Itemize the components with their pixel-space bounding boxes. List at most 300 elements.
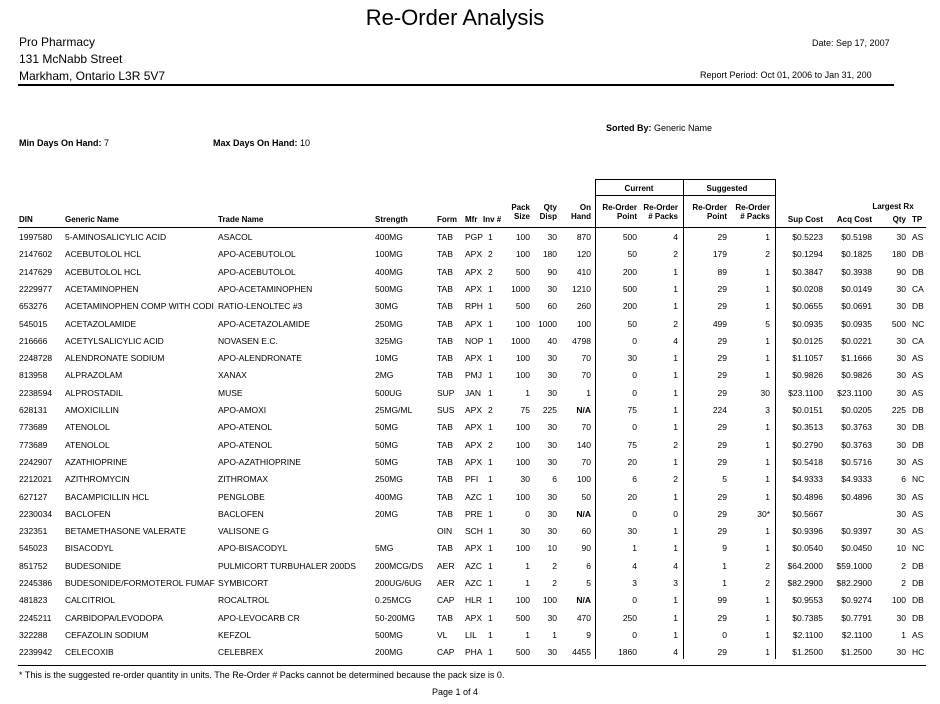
cell-acq-cost: $0.0450: [841, 543, 872, 554]
cell-inv: 1: [488, 612, 493, 623]
cell-qty-disp: 1: [552, 629, 557, 640]
cell-on-hand: N/A: [576, 595, 591, 606]
cell-current-packs: 1: [673, 422, 678, 433]
cell-tp: AS: [912, 491, 924, 502]
cell-generic-name: CELECOXIB: [65, 647, 114, 658]
cell-inv: 2: [488, 249, 493, 260]
cell-acq-cost: $0.1825: [841, 249, 872, 260]
cell-qty-disp: 1000: [538, 318, 557, 329]
cell-form: CAP: [437, 647, 455, 658]
cell-din: 2248728: [19, 353, 53, 364]
cell-qty-disp: 6: [552, 474, 557, 485]
cell-suggested-packs: 1: [765, 543, 770, 554]
cell-on-hand: 70: [581, 353, 591, 364]
cell-generic-name: ACETAZOLAMIDE: [65, 318, 137, 329]
col-mfr: Mfr: [465, 215, 478, 224]
cell-generic-name: ACETAMINOPHEN: [65, 283, 139, 294]
cell-sup-cost: $0.9826: [792, 370, 823, 381]
cell-on-hand: 70: [581, 422, 591, 433]
cell-pack-size: 100: [515, 439, 530, 450]
cell-suggested-packs: 30*: [757, 508, 770, 519]
cell-qty-disp: 90: [547, 266, 557, 277]
col-generic-name: Generic Name: [65, 215, 119, 224]
cell-largest-qty: 30: [896, 283, 906, 294]
cell-on-hand: 120: [576, 249, 591, 260]
period-label: Report Period:: [700, 70, 759, 80]
cell-largest-qty: 10: [896, 543, 906, 554]
cell-mfr: PFI: [465, 474, 479, 485]
cell-suggested-point: 0: [722, 629, 727, 640]
cell-tp: DB: [912, 422, 924, 433]
cell-largest-qty: 30: [896, 508, 906, 519]
col-acq-cost: Acq Cost: [836, 215, 872, 224]
cell-pack-size: 1: [525, 560, 530, 571]
cell-mfr: JAN: [465, 387, 482, 398]
cell-generic-name: ACETYLSALICYLIC ACID: [65, 335, 164, 346]
cell-suggested-packs: 1: [765, 526, 770, 537]
cell-on-hand: 5: [586, 578, 591, 588]
cell-strength: 500UG: [375, 387, 402, 398]
cell-tp: NC: [912, 318, 925, 329]
cell-current-point: 250: [622, 612, 637, 623]
cell-tp: AS: [912, 456, 924, 467]
cell-largest-qty: 30: [896, 526, 906, 537]
table-row: [0, 474, 940, 491]
table-row: [0, 232, 940, 249]
cell-suggested-point: 1: [722, 560, 727, 571]
cell-largest-qty: 225: [891, 405, 906, 415]
cell-current-packs: 1: [673, 283, 678, 294]
col-current-point: [596, 203, 637, 221]
col-current-packs: [638, 203, 678, 221]
cell-acq-cost: $0.0221: [841, 335, 872, 346]
pharmacy-name: Pro Pharmacy: [19, 35, 96, 49]
cell-current-packs: 1: [673, 595, 678, 606]
cell-qty-disp: 30: [547, 647, 557, 658]
cell-suggested-packs: 1: [765, 266, 770, 277]
cell-largest-qty: 30: [896, 232, 906, 242]
group-top-line: [595, 179, 775, 180]
cell-suggested-point: 99: [717, 595, 727, 606]
col-inv: Inv #: [483, 215, 502, 224]
cell-form: AER: [437, 560, 455, 571]
date-label: Date:: [812, 38, 834, 48]
cell-din: 232351: [19, 526, 48, 537]
cell-din: 2239942: [19, 647, 53, 658]
cell-pack-size: 100: [515, 318, 530, 329]
cell-sup-cost: $0.4896: [792, 491, 823, 502]
col-suggested-point-line1: Re-Order: [692, 203, 727, 212]
cell-din: 2229977: [19, 283, 53, 294]
table-row: [0, 249, 940, 266]
cell-pack-size: 30: [520, 474, 530, 485]
cell-qty-disp: 30: [547, 439, 557, 450]
cell-trade-name: APO-AZATHIOPRINE: [218, 456, 301, 467]
cell-acq-cost: $0.0149: [841, 283, 872, 294]
cell-tp: AS: [912, 508, 924, 519]
cell-qty-disp: 30: [547, 508, 557, 519]
cell-generic-name: ATENOLOL: [65, 422, 110, 433]
table-row: [0, 267, 940, 284]
cell-trade-name: NOVASEN E.C.: [218, 335, 278, 346]
cell-pack-size: 500: [515, 266, 530, 277]
cell-inv: 1: [488, 370, 493, 381]
cell-suggested-packs: 2: [765, 560, 770, 571]
cell-on-hand: 90: [581, 543, 591, 554]
cell-tp: NC: [912, 543, 925, 554]
cell-form: TAB: [437, 422, 453, 433]
cell-qty-disp: 40: [547, 335, 557, 346]
cell-current-point: 1860: [618, 647, 637, 658]
col-pack-size: [500, 203, 530, 221]
cell-current-packs: 4: [673, 232, 678, 242]
cell-tp: DB: [912, 439, 924, 450]
cell-acq-cost: $0.0205: [841, 405, 872, 415]
cell-pack-size: 0: [525, 508, 530, 519]
cell-generic-name: BUDESONIDE/FORMOTEROL FUMAF: [65, 578, 215, 588]
col-suggested-point-line2: Point: [707, 212, 727, 221]
cell-strength: 400MG: [375, 232, 403, 242]
cell-qty-disp: 225: [542, 405, 557, 415]
cell-qty-disp: 30: [547, 422, 557, 433]
cell-tp: CA: [912, 335, 924, 346]
cell-form: TAB: [437, 232, 453, 242]
cell-on-hand: 50: [581, 491, 591, 502]
cell-largest-qty: 30: [896, 335, 906, 346]
cell-trade-name: SYMBICORT: [218, 578, 269, 588]
cell-generic-name: 5-AMINOSALICYLIC ACID: [65, 232, 167, 242]
cell-din: 322288: [19, 629, 48, 640]
cell-suggested-point: 29: [717, 301, 727, 312]
cell-tp: NC: [912, 474, 925, 485]
cell-form: TAB: [437, 266, 453, 277]
cell-pack-size: 30: [520, 526, 530, 537]
table-row: [0, 405, 940, 422]
cell-din: 813958: [19, 370, 48, 381]
cell-largest-qty: 2: [901, 560, 906, 571]
cell-form: TAB: [437, 370, 453, 381]
col-sup-cost: Sup Cost: [787, 215, 823, 224]
cell-current-point: 500: [622, 283, 637, 294]
col-suggested-point: [684, 203, 727, 221]
cell-inv: 1: [488, 578, 493, 588]
cell-sup-cost: $0.9553: [792, 595, 823, 606]
cell-strength: 200MG: [375, 647, 403, 658]
cell-suggested-point: 29: [717, 439, 727, 450]
cell-acq-cost: $0.9274: [841, 595, 872, 606]
cell-suggested-packs: 1: [765, 439, 770, 450]
cell-largest-qty: 30: [896, 353, 906, 364]
cell-mfr: APX: [465, 612, 483, 623]
cell-form: TAB: [437, 439, 453, 450]
cell-current-packs: 0: [673, 508, 678, 519]
cell-acq-cost: $0.0691: [841, 301, 872, 312]
cell-acq-cost: $82.2900: [836, 578, 872, 588]
cell-sup-cost: $0.0655: [792, 301, 823, 312]
col-current-packs-line2: # Packs: [648, 212, 678, 221]
cell-on-hand: N/A: [576, 508, 591, 519]
cell-suggested-point: 29: [717, 370, 727, 381]
cell-on-hand: 140: [576, 439, 591, 450]
cell-tp: DB: [912, 301, 924, 312]
cell-on-hand: 470: [576, 612, 591, 623]
period-value: Oct 01, 2006 to Jan 31, 200: [760, 70, 872, 80]
col-suggested-packs-line2: # Packs: [740, 212, 770, 221]
table-row: [0, 578, 940, 595]
column-header-divider: [18, 227, 926, 228]
cell-inv: 1: [488, 422, 493, 433]
cell-pack-size: 1: [525, 387, 530, 398]
cell-pack-size: 100: [515, 543, 530, 554]
cell-on-hand: 410: [576, 266, 591, 277]
cell-form: TAB: [437, 318, 453, 329]
cell-form: OIN: [437, 526, 453, 537]
cell-suggested-point: 179: [712, 249, 727, 260]
cell-generic-name: ALENDRONATE SODIUM: [65, 353, 165, 364]
cell-strength: 250MG: [375, 474, 403, 485]
cell-generic-name: ACEBUTOLOL HCL: [65, 249, 142, 260]
cell-din: 628131: [19, 405, 48, 415]
cell-mfr: APX: [465, 249, 483, 260]
cell-sup-cost: $0.2790: [792, 439, 823, 450]
cell-mfr: APX: [465, 439, 483, 450]
cell-current-packs: 1: [673, 456, 678, 467]
cell-tp: DB: [912, 405, 924, 415]
cell-current-packs: 4: [673, 560, 678, 571]
cell-acq-cost: $1.1666: [841, 353, 872, 364]
cell-suggested-packs: 1: [765, 491, 770, 502]
cell-pack-size: 1: [525, 629, 530, 640]
cell-current-point: 0: [632, 422, 637, 433]
cell-qty-disp: 30: [547, 387, 557, 398]
col-pack-size-line1: Pack: [511, 203, 530, 212]
cell-mfr: AZC: [465, 578, 482, 588]
cell-largest-qty: 30: [896, 647, 906, 658]
cell-din: 653276: [19, 301, 48, 312]
cell-strength: 25MG/ML: [375, 405, 413, 415]
cell-trade-name: XANAX: [218, 370, 247, 381]
cell-mfr: LIL: [465, 629, 477, 640]
cell-tp: DB: [912, 266, 924, 277]
cell-strength: 325MG: [375, 335, 403, 346]
cell-sup-cost: $0.1294: [792, 249, 823, 260]
cell-trade-name: BACLOFEN: [218, 508, 264, 519]
cell-suggested-point: 29: [717, 387, 727, 398]
report-period: [700, 70, 872, 80]
cell-current-packs: 2: [673, 439, 678, 450]
cell-din: 2238594: [19, 387, 53, 398]
cell-strength: 400MG: [375, 491, 403, 502]
cell-form: TAB: [437, 474, 453, 485]
cell-acq-cost: $0.9397: [841, 526, 872, 537]
cell-qty-disp: 30: [547, 353, 557, 364]
cell-sup-cost: $0.0151: [792, 405, 823, 415]
cell-on-hand: 60: [581, 526, 591, 537]
cell-din: 773689: [19, 422, 48, 433]
group-current: Current: [624, 184, 654, 193]
cell-suggested-packs: 5: [765, 318, 770, 329]
cell-current-packs: 2: [673, 318, 678, 329]
cell-form: VL: [437, 629, 448, 640]
cell-strength: 10MG: [375, 353, 399, 364]
cell-largest-qty: 30: [896, 491, 906, 502]
cell-sup-cost: $0.0935: [792, 318, 823, 329]
cell-largest-qty: 2: [901, 578, 906, 588]
cell-sup-cost: $0.9396: [792, 526, 823, 537]
cell-inv: 1: [488, 629, 493, 640]
cell-pack-size: 100: [515, 456, 530, 467]
cell-din: 627127: [19, 491, 48, 502]
table-row: [0, 492, 940, 509]
cell-acq-cost: $0.4896: [841, 491, 872, 502]
min-days-value: 7: [104, 138, 110, 148]
cell-generic-name: AZATHIOPRINE: [65, 456, 128, 467]
cell-sup-cost: $0.5418: [792, 456, 823, 467]
col-suggested-packs: [728, 203, 770, 221]
cell-generic-name: ATENOLOL: [65, 439, 110, 450]
cell-sup-cost: $0.0540: [792, 543, 823, 554]
cell-suggested-packs: 1: [765, 370, 770, 381]
cell-pack-size: 100: [515, 422, 530, 433]
cell-din: 773689: [19, 439, 48, 450]
cell-suggested-packs: 1: [765, 595, 770, 606]
cell-suggested-point: 29: [717, 612, 727, 623]
table-row: [0, 647, 940, 664]
cell-tp: AS: [912, 353, 924, 364]
cell-din: 2147629: [19, 266, 53, 277]
cell-trade-name: VALISONE G: [218, 526, 269, 537]
cell-generic-name: CALCITRIOL: [65, 595, 116, 606]
cell-current-point: 0: [632, 335, 637, 346]
cell-trade-name: APO-ACEBUTOLOL: [218, 266, 296, 277]
cell-inv: 2: [488, 405, 493, 415]
cell-acq-cost: $0.3763: [841, 439, 872, 450]
cell-current-point: 0: [632, 629, 637, 640]
cell-mfr: SCH: [465, 526, 483, 537]
cell-acq-cost: $0.7791: [841, 612, 872, 623]
min-days: [19, 138, 109, 148]
cell-on-hand: N/A: [576, 405, 591, 415]
cell-on-hand: 260: [576, 301, 591, 312]
cell-suggested-packs: 30: [760, 387, 770, 398]
cell-current-packs: 2: [673, 249, 678, 260]
group-largest-rx: Largest Rx: [872, 202, 914, 211]
header-divider: [18, 84, 894, 86]
cell-strength: 30MG: [375, 301, 399, 312]
cell-inv: 1: [488, 595, 493, 606]
table-row: [0, 422, 940, 439]
cell-suggested-packs: 1: [765, 283, 770, 294]
cell-suggested-packs: 1: [765, 612, 770, 623]
cell-generic-name: AMOXICILLIN: [65, 405, 119, 415]
cell-pack-size: 1000: [511, 283, 530, 294]
col-tp: TP: [912, 215, 923, 224]
table-row: [0, 457, 940, 474]
cell-on-hand: 9: [586, 629, 591, 640]
cell-generic-name: BUDESONIDE: [65, 560, 122, 571]
col-suggested-packs-line1: Re-Order: [735, 203, 770, 212]
cell-inv: 1: [488, 232, 493, 242]
cell-qty-disp: 30: [547, 612, 557, 623]
cell-on-hand: 70: [581, 456, 591, 467]
cell-inv: 1: [488, 560, 493, 571]
cell-mfr: AZC: [465, 491, 482, 502]
cell-trade-name: APO-ATENOL: [218, 422, 273, 433]
cell-sup-cost: $0.5667: [792, 508, 823, 519]
col-qty-disp-line2: Disp: [539, 212, 557, 221]
cell-strength: 100MG: [375, 249, 403, 260]
cell-strength: 2MG: [375, 370, 394, 381]
table-row: [0, 526, 940, 543]
address-line2: Markham, Ontario L3R 5V7: [19, 69, 166, 83]
cell-form: TAB: [437, 283, 453, 294]
cell-current-point: 20: [627, 491, 637, 502]
cell-largest-qty: 30: [896, 456, 906, 467]
cell-on-hand: 100: [576, 318, 591, 329]
min-days-label: Min Days On Hand:: [19, 138, 102, 148]
cell-current-point: 200: [622, 301, 637, 312]
sorted-by: [606, 123, 712, 133]
cell-current-packs: 1: [673, 370, 678, 381]
cell-current-packs: 1: [673, 526, 678, 537]
cell-current-packs: 1: [673, 543, 678, 554]
col-strength: Strength: [375, 215, 408, 224]
cell-qty-disp: 100: [542, 595, 557, 606]
cell-qty-disp: 30: [547, 232, 557, 242]
col-current-point-line1: Re-Order: [602, 203, 637, 212]
cell-generic-name: BETAMETHASONE VALERATE: [65, 526, 186, 537]
cell-largest-qty: 90: [896, 266, 906, 277]
cell-largest-qty: 180: [891, 249, 906, 260]
cell-inv: 1: [488, 526, 493, 537]
cell-mfr: PMJ: [465, 370, 482, 381]
cell-mfr: APX: [465, 405, 483, 415]
table-row: [0, 284, 940, 301]
cell-qty-disp: 2: [552, 578, 557, 588]
cell-suggested-point: 224: [712, 405, 727, 415]
cell-tp: AS: [912, 629, 924, 640]
cell-tp: AS: [912, 232, 924, 242]
cell-on-hand: 1210: [572, 283, 591, 294]
table-row: [0, 370, 940, 387]
cell-suggested-packs: 1: [765, 232, 770, 242]
cell-qty-disp: 10: [547, 543, 557, 554]
report-title: Re-Order Analysis: [365, 5, 545, 30]
col-current-point-line2: Point: [617, 212, 637, 221]
cell-current-packs: 4: [673, 647, 678, 658]
cell-generic-name: ALPRAZOLAM: [65, 370, 123, 381]
cell-current-packs: 1: [673, 629, 678, 640]
cell-suggested-packs: 1: [765, 647, 770, 658]
cell-form: TAB: [437, 249, 453, 260]
cell-sup-cost: $0.0208: [792, 283, 823, 294]
cell-trade-name: ASACOL: [218, 232, 253, 242]
cell-qty-disp: 30: [547, 456, 557, 467]
cell-sup-cost: $23.1100: [788, 387, 823, 398]
cell-strength: 500MG: [375, 283, 403, 294]
cell-current-point: 75: [627, 439, 637, 450]
cell-tp: AS: [912, 387, 924, 398]
cell-generic-name: BACLOFEN: [65, 508, 111, 519]
cell-tp: DB: [912, 578, 924, 588]
cell-on-hand: 6: [586, 560, 591, 571]
col-qty-disp-line1: Qty: [543, 203, 557, 212]
cell-strength: 0.25MCG: [375, 595, 412, 606]
cell-generic-name: ALPROSTADIL: [65, 387, 123, 398]
cell-qty-disp: 60: [547, 301, 557, 312]
col-pack-size-line2: Size: [513, 212, 530, 221]
cell-current-packs: 4: [673, 335, 678, 346]
